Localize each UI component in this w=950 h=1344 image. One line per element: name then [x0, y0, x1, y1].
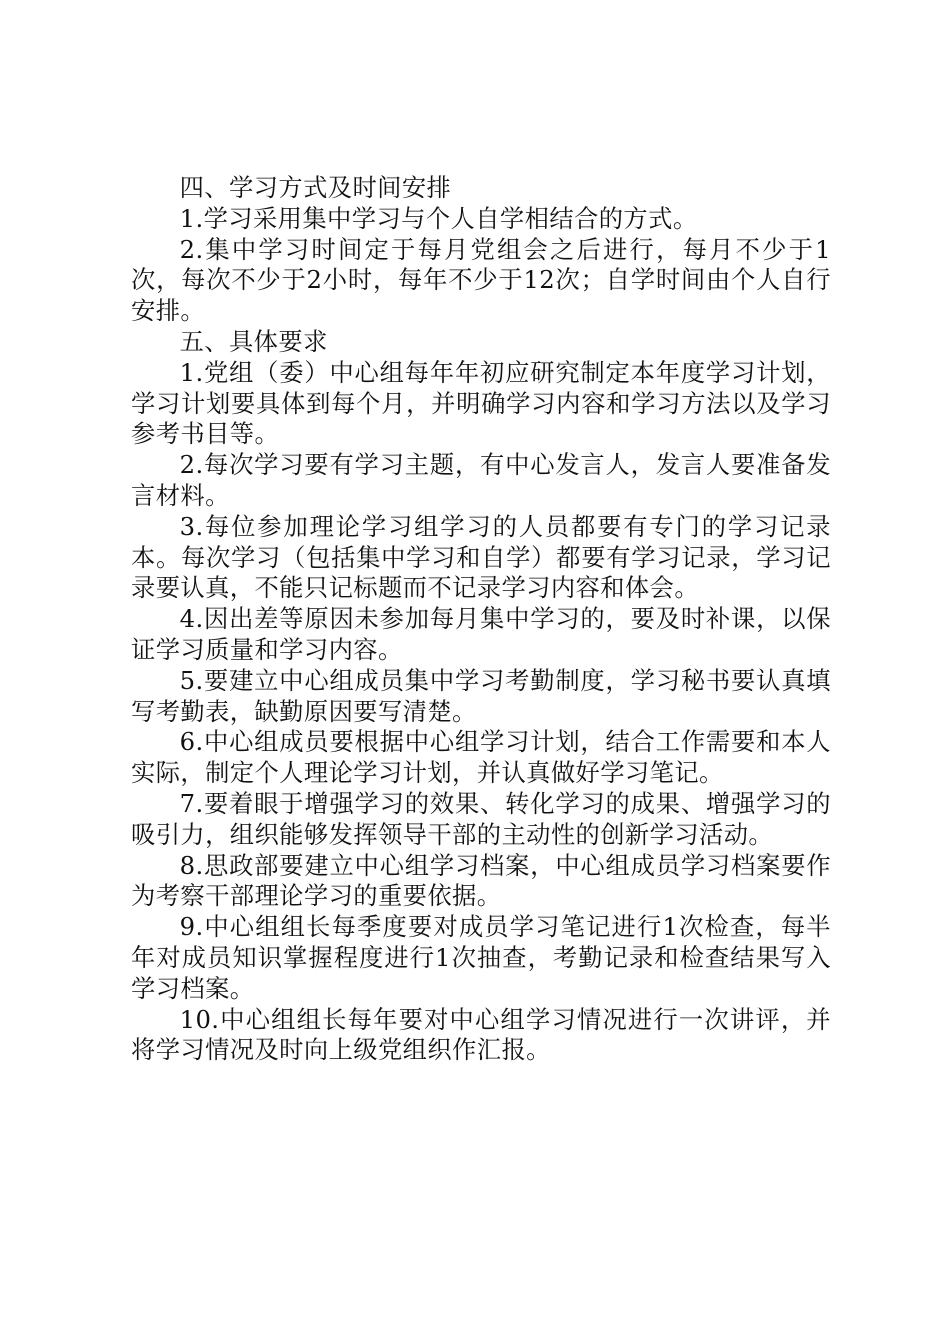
paragraph: 3.每位参加理论学习组学习的人员都要有专门的学习记录本。每次学习（包括集中学习和自学）都要有学习记录，学习记录要认真，不能只记标题而不记录学习内容和体会。: [131, 511, 831, 603]
paragraph: 6.中心组成员要根据中心组学习计划，结合工作需要和本人实际，制定个人理论学习计划，并认真做好学习笔记。: [131, 727, 831, 788]
paragraph: 1.学习采用集中学习与个人自学相结合的方式。: [179, 203, 698, 233]
paragraph: 10.中心组组长每年要对中心组学习情况进行一次讲评，并将学习情况及时向上级党组织作汇报。: [131, 1004, 831, 1065]
paragraph: 1.党组（委）中心组每年年初应研究制定本年度学习计划，学习计划要具体到每个月，并明确学习内容和学习方法以及学习参考书目等。: [131, 357, 831, 449]
paragraph: 7.要着眼于增强学习的效果、转化学习的成果、增强学习的吸引力，组织能够发挥领导干部的主动性的创新学习活动。: [131, 788, 831, 849]
paragraph: 8.思政部要建立中心组学习档案，中心组成员学习档案要作为考察干部理论学习的重要依据。: [131, 850, 831, 911]
section-heading: 五、具体要求: [179, 326, 328, 356]
paragraph: 2.每次学习要有学习主题，有中心发言人，发言人要准备发言材料。: [131, 450, 831, 510]
document-body: [131, 173, 831, 1066]
paragraph: 5.要建立中心组成员集中学习考勤制度，学习秘书要认真填写考勤表，缺勤原因要写清楚。: [131, 665, 831, 726]
paragraph: 4.因出差等原因未参加每月集中学习的，要及时补课，以保证学习质量和学习内容。: [131, 604, 831, 664]
paragraph: 2.集中学习时间定于每月党组会之后进行，每月不少于1次，每次不少于2小时，每年不少于12次；自学时间由个人自行安排。: [131, 234, 831, 326]
paragraph: 9.中心组组长每季度要对成员学习笔记进行1次检查，每半年对成员知识掌握程度进行1次抽查，考勤记录和检查结果写入学习档案。: [131, 912, 831, 1003]
section-heading: 四、学习方式及时间安排: [179, 173, 452, 202]
